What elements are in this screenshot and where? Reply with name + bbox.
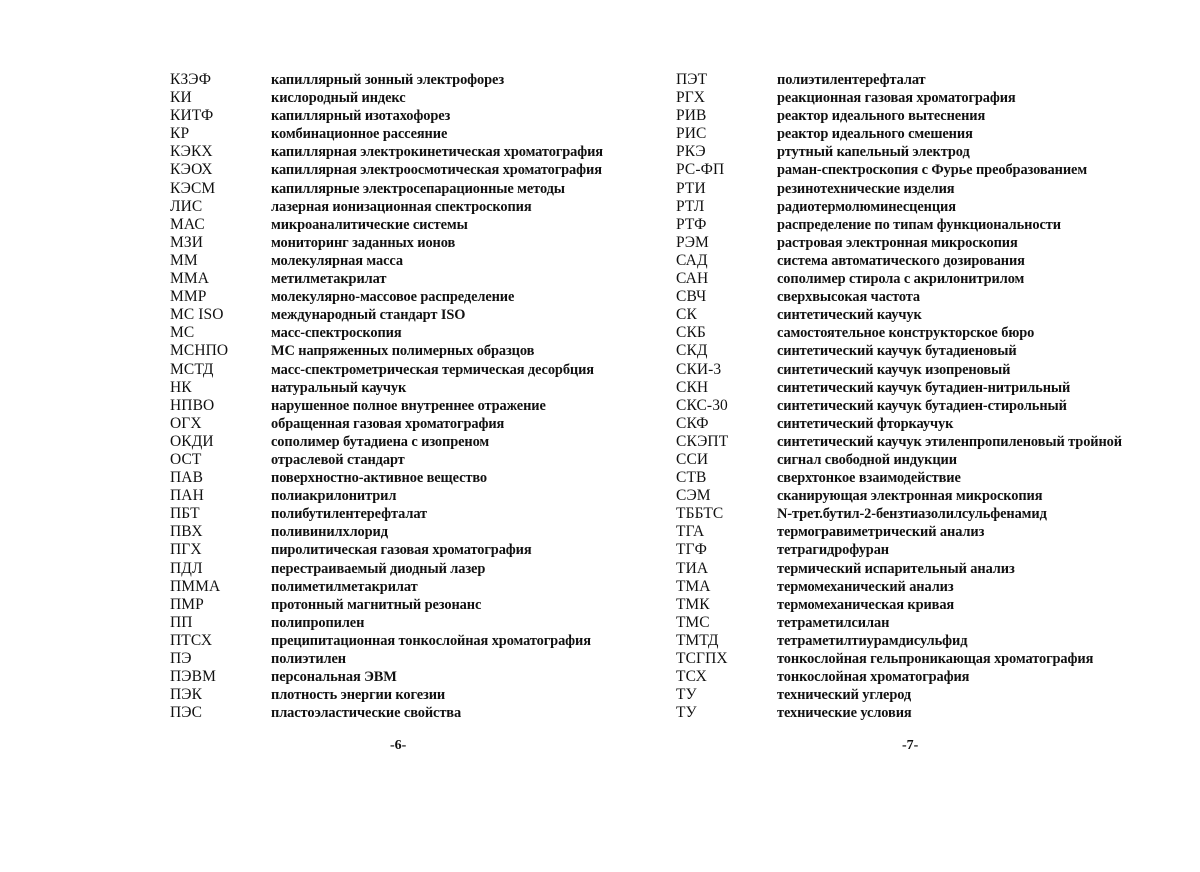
glossary-entry (676, 469, 1200, 487)
abbreviation: ССИ (676, 450, 709, 468)
definition: растровая электронная микроскопия (777, 234, 1018, 251)
glossary-entry (676, 632, 1200, 650)
abbreviation: САН (676, 270, 709, 288)
abbreviation: РКЭ (676, 143, 706, 161)
definition: капиллярная электроосмотическая хроматография (271, 162, 602, 179)
definition: комбинационное рассеяние (271, 126, 448, 143)
definition: тонкослойная хроматография (777, 669, 970, 686)
abbreviation: ТГФ (676, 541, 707, 559)
glossary-entry (170, 125, 730, 143)
definition: капиллярные электросепарационные методы (271, 180, 565, 197)
glossary-entry (170, 324, 730, 342)
right-glossary-list (676, 71, 1200, 722)
abbreviation: МС ISO (170, 306, 224, 324)
abbreviation: ПМР (170, 595, 204, 613)
abbreviation: ТСГПХ (676, 650, 728, 667)
abbreviation: ПАВ (170, 469, 204, 487)
glossary-entry (170, 216, 730, 234)
glossary-entry (676, 342, 1200, 360)
glossary-entry (170, 668, 730, 686)
abbreviation: ОКДИ (170, 432, 214, 450)
definition: самостоятельное конструкторское бюро (777, 325, 1035, 342)
glossary-entry (170, 180, 730, 198)
abbreviation: НК (170, 378, 192, 396)
glossary-entry (676, 361, 1200, 379)
definition: нарушенное полное внутреннее отражение (271, 397, 546, 414)
abbreviation: СКЭПТ (676, 432, 729, 450)
abbreviation: СЭМ (676, 487, 711, 505)
glossary-entry (676, 180, 1200, 198)
definition: капиллярный изотахофорез (271, 108, 451, 125)
abbreviation: СТВ (676, 469, 707, 487)
definition: реактор идеального вытеснения (777, 108, 986, 125)
definition: тетраметилтиурамдисульфид (777, 632, 968, 649)
glossary-entry (676, 270, 1200, 288)
glossary-entry (170, 361, 730, 379)
definition: сверхвысокая частота (777, 289, 921, 306)
definition: технический углерод (777, 687, 912, 704)
glossary-entry (170, 650, 730, 668)
abbreviation: КЭСМ (170, 179, 216, 197)
abbreviation: СКД (676, 342, 708, 360)
glossary-entry (676, 614, 1200, 632)
glossary-entry (170, 433, 730, 451)
definition: полипропилен (271, 614, 365, 631)
definition: международный стандарт ISO (271, 307, 466, 324)
abbreviation: ТМА (676, 577, 711, 595)
glossary-entry (676, 306, 1200, 324)
definition: кислородный индекс (271, 90, 406, 107)
abbreviation: РС-ФП (676, 161, 725, 179)
abbreviation: РИС (676, 125, 707, 143)
abbreviation: МС (170, 324, 195, 342)
definition: распределение по типам функциональности (777, 216, 1061, 233)
definition: синтетический каучук бутадиен-нитрильный (777, 379, 1071, 396)
glossary-entry (170, 523, 730, 541)
glossary-entry (170, 704, 730, 722)
glossary-entry (170, 342, 730, 360)
abbreviation: МЗИ (170, 233, 204, 251)
abbreviation: РТЛ (676, 197, 705, 215)
definition: отраслевой стандарт (271, 451, 405, 468)
definition: капиллярный зонный электрофорез (271, 72, 504, 88)
abbreviation: ТББТС (676, 505, 724, 523)
abbreviation: РЭМ (676, 233, 709, 251)
abbreviation: ПТСХ (170, 631, 213, 649)
abbreviation: МСТД (170, 360, 214, 378)
abbreviation: ММ (170, 251, 198, 269)
glossary-entry (170, 270, 730, 288)
abbreviation: СВЧ (676, 288, 707, 306)
definition: синтетический каучук (777, 307, 922, 324)
glossary-entry (676, 668, 1200, 686)
glossary-entry (170, 632, 730, 650)
abbreviation: КЭКХ (170, 143, 213, 161)
abbreviation: ТМК (676, 595, 710, 613)
definition: тетрагидрофуран (777, 542, 889, 559)
definition: реактор идеального смешения (777, 126, 973, 143)
abbreviation: КР (170, 125, 190, 143)
abbreviation: ТУ (676, 704, 697, 722)
definition: молекулярная масса (271, 252, 403, 269)
abbreviation: ПВХ (170, 523, 203, 541)
glossary-entry (170, 234, 730, 252)
abbreviation: ПММА (170, 577, 221, 595)
definition: перестраиваемый диодный лазер (271, 560, 486, 577)
glossary-entry (676, 234, 1200, 252)
glossary-entry (170, 541, 730, 559)
abbreviation: ОГХ (170, 414, 202, 432)
glossary-entry (676, 560, 1200, 578)
glossary-entry (170, 198, 730, 216)
abbreviation: СКФ (676, 414, 709, 432)
glossary-entry (170, 469, 730, 487)
abbreviation: РГХ (676, 89, 706, 107)
definition: лазерная ионизационная спектроскопия (271, 198, 532, 215)
glossary-entry (170, 487, 730, 505)
abbreviation: ПП (170, 613, 193, 631)
definition: МС напряженных полимерных образцов (271, 343, 535, 360)
definition: протонный магнитный резонанс (271, 596, 482, 613)
glossary-entry (676, 541, 1200, 559)
glossary-entry (676, 89, 1200, 107)
abbreviation: СКБ (676, 324, 706, 342)
glossary-entry (170, 596, 730, 614)
abbreviation: РТИ (676, 179, 706, 197)
glossary-entry (676, 125, 1200, 143)
definition: метилметакрилат (271, 271, 387, 288)
glossary-entry (170, 71, 730, 89)
glossary-entry (170, 379, 730, 397)
definition: раман-спектроскопия с Фурье преобразованием (777, 162, 1088, 179)
abbreviation: ТМС (676, 613, 710, 631)
definition: пиролитическая газовая хроматография (271, 542, 532, 559)
definition: радиотермолюминесценция (777, 198, 956, 215)
definition: полиакрилонитрил (271, 488, 397, 505)
abbreviation: ТИА (676, 559, 709, 577)
definition: масс-спектроскопия (271, 325, 402, 342)
abbreviation: ТСХ (676, 668, 707, 686)
definition: микроаналитические системы (271, 216, 468, 233)
definition: преципитационная тонкослойная хроматография (271, 632, 591, 649)
abbreviation: ПБТ (170, 505, 200, 523)
definition: термомеханическая кривая (777, 596, 955, 613)
abbreviation: ТУ (676, 686, 697, 704)
glossary-entry (170, 89, 730, 107)
glossary-entry (676, 451, 1200, 469)
left-page-glossary (170, 71, 730, 722)
glossary-entry (170, 161, 730, 179)
abbreviation: РТФ (676, 215, 707, 233)
glossary-entry (676, 596, 1200, 614)
definition: синтетический фторкаучук (777, 415, 954, 432)
definition: термомеханический анализ (777, 578, 954, 595)
glossary-entry (676, 198, 1200, 216)
glossary-entry (676, 324, 1200, 342)
glossary-entry (170, 415, 730, 433)
definition: реакционная газовая хроматография (777, 90, 1016, 107)
definition: пластоэластические свойства (271, 705, 462, 722)
glossary-entry (676, 71, 1200, 89)
abbreviation: МАС (170, 215, 205, 233)
abbreviation: ПГХ (170, 541, 202, 559)
definition: полибутилентерефталат (271, 506, 428, 523)
glossary-entry (170, 107, 730, 125)
abbreviation: ПЭК (170, 686, 203, 704)
left-glossary-list (170, 71, 730, 722)
abbreviation: САД (676, 251, 708, 269)
page-number-left: -6- (390, 738, 407, 753)
definition: тетраметилсилан (777, 614, 890, 631)
abbreviation: СК (676, 306, 697, 324)
definition: N-трет.бутил-2-бензтиазолилсульфенамид (777, 506, 1047, 523)
definition: полиметилметакрилат (271, 578, 418, 595)
abbreviation: СКН (676, 378, 709, 396)
glossary-entry (676, 397, 1200, 415)
glossary-entry (170, 397, 730, 415)
glossary-entry (170, 686, 730, 704)
glossary-entry (170, 143, 730, 161)
page-number-right: -7- (902, 738, 919, 753)
definition: тонкослойная гельпроникающая хроматография (777, 651, 1094, 667)
glossary-entry (676, 288, 1200, 306)
glossary-entry (170, 505, 730, 523)
abbreviation: КЗЭФ (170, 71, 212, 88)
glossary-entry (170, 306, 730, 324)
definition: обращенная газовая хроматография (271, 415, 505, 432)
glossary-entry (170, 614, 730, 632)
definition: капиллярная электрокинетическая хроматография (271, 144, 603, 161)
glossary-entry (676, 216, 1200, 234)
abbreviation: ММА (170, 270, 210, 288)
glossary-entry (170, 451, 730, 469)
definition: поливинилхлорид (271, 524, 388, 541)
glossary-entry (676, 252, 1200, 270)
abbreviation: РИВ (676, 107, 707, 125)
definition: система автоматического дозирования (777, 252, 1025, 269)
abbreviation: ПАН (170, 487, 204, 505)
definition: сигнал свободной индукции (777, 451, 957, 468)
abbreviation: КИТФ (170, 107, 214, 125)
abbreviation: ПЭС (170, 704, 203, 722)
definition: технические условия (777, 705, 912, 722)
definition: плотность энергии когезии (271, 687, 446, 704)
definition: натуральный каучук (271, 379, 407, 396)
abbreviation: ПЭ (170, 650, 192, 667)
definition: сверхтонкое взаимодействие (777, 470, 961, 487)
abbreviation: ПЭТ (676, 71, 708, 88)
abbreviation: ЛИС (170, 197, 203, 215)
definition: синтетический каучук изопреновый (777, 361, 1011, 378)
definition: резинотехнические изделия (777, 180, 955, 197)
glossary-entry (676, 161, 1200, 179)
definition: масс-спектрометрическая термическая десорбция (271, 361, 594, 378)
abbreviation: НПВО (170, 396, 215, 414)
abbreviation: ТМТД (676, 631, 719, 649)
glossary-entry (676, 107, 1200, 125)
glossary-entry (676, 487, 1200, 505)
abbreviation: КИ (170, 89, 192, 107)
abbreviation: СКИ-3 (676, 360, 722, 378)
definition: ртутный капельный электрод (777, 144, 970, 161)
definition: сополимер бутадиена с изопреном (271, 433, 490, 450)
definition: мониторинг заданных ионов (271, 234, 456, 251)
glossary-entry (676, 578, 1200, 596)
glossary-entry (676, 379, 1200, 397)
glossary-entry (676, 523, 1200, 541)
definition: синтетический каучук бутадиеновый (777, 343, 1017, 360)
glossary-entry (676, 704, 1200, 722)
abbreviation: ПДЛ (170, 559, 203, 577)
definition: сополимер стирола с акрилонитрилом (777, 271, 1025, 288)
glossary-entry (676, 505, 1200, 523)
abbreviation: ММР (170, 288, 207, 306)
definition: термогравиметрический анализ (777, 524, 985, 541)
glossary-entry (676, 143, 1200, 161)
abbreviation: МСНПО (170, 342, 229, 360)
glossary-entry (676, 650, 1200, 668)
definition: термический испарительный анализ (777, 560, 1015, 577)
definition: синтетический каучук бутадиен-стирольный (777, 397, 1067, 414)
abbreviation: ТГА (676, 523, 705, 541)
definition: сканирующая электронная микроскопия (777, 488, 1043, 505)
right-page-glossary (676, 71, 1200, 722)
glossary-entry (170, 578, 730, 596)
glossary-entry (170, 560, 730, 578)
definition: полиэтилен (271, 651, 346, 667)
abbreviation: ПЭВМ (170, 668, 216, 686)
glossary-entry (676, 415, 1200, 433)
glossary-entry (170, 252, 730, 270)
abbreviation: ОСТ (170, 450, 202, 468)
definition: молекулярно-массовое распределение (271, 289, 515, 306)
abbreviation: СКС-30 (676, 396, 728, 414)
glossary-entry (676, 433, 1200, 451)
definition: полиэтилентерефталат (777, 72, 926, 88)
definition: персональная ЭВМ (271, 669, 397, 686)
glossary-entry (676, 686, 1200, 704)
definition: синтетический каучук этиленпропиленовый тройной (777, 433, 1122, 450)
glossary-entry (170, 288, 730, 306)
definition: поверхностно-активное вещество (271, 470, 487, 487)
abbreviation: КЭОХ (170, 161, 213, 179)
